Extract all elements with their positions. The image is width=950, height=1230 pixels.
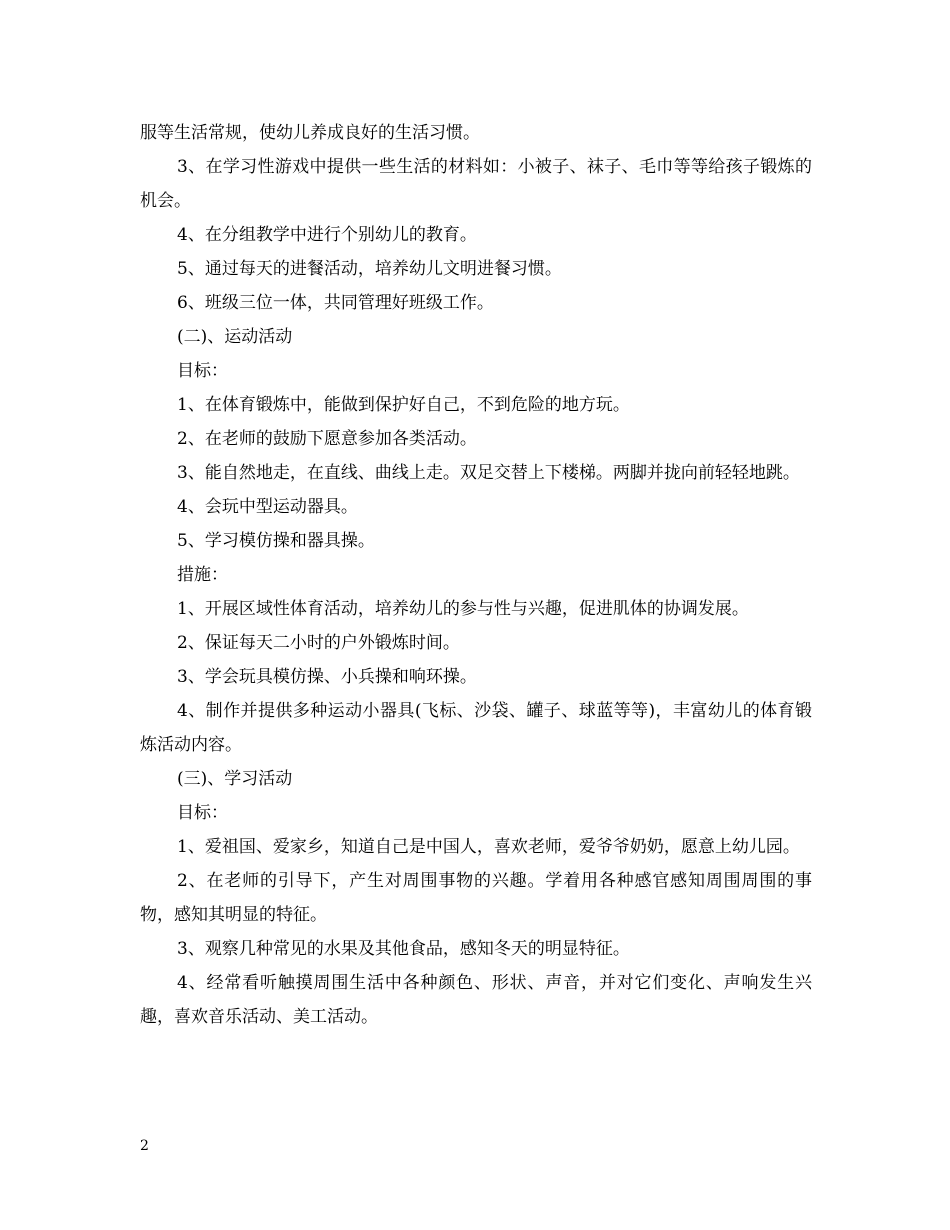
section-heading: (三)、学习活动	[177, 769, 293, 789]
subheading: 目标：	[177, 803, 228, 823]
paragraph: 2、在老师的鼓励下愿意参加各类活动。	[177, 429, 477, 449]
paragraph: 2、在老师的引导下，产生对周围事物的兴趣。学着用各种感官感知周围周围的事物，感知其明显的特征。	[140, 871, 812, 925]
paragraph: 1、在体育锻炼中，能做到保护好自己，不到危险的地方玩。	[177, 395, 630, 415]
section-heading: (二)、运动活动	[177, 327, 293, 347]
page-number: 2	[140, 1138, 149, 1154]
paragraph: 1、爱祖国、爱家乡，知道自己是中国人，喜欢老师，爱爷爷奶奶，愿意上幼儿园。	[177, 837, 800, 857]
paragraph: 2、保证每天二小时的户外锻炼时间。	[177, 633, 460, 653]
document-body	[140, 116, 812, 1034]
paragraph: 4、制作并提供多种运动小器具(飞标、沙袋、罐子、球蓝等等)，丰富幼儿的体育锻炼活动内容。	[140, 701, 812, 755]
paragraph: 3、学会玩具模仿操、小兵操和响环操。	[177, 667, 477, 687]
paragraph: 4、经常看听触摸周围生活中各种颜色、形状、声音，并对它们变化、声响发生兴趣，喜欢音乐活动、美工活动。	[140, 973, 812, 1027]
paragraph: 5、学习模仿操和器具操。	[177, 531, 375, 551]
subheading: 措施：	[177, 565, 228, 585]
paragraph: 3、能自然地走，在直线、曲线上走。双足交替上下楼梯。两脚并拢向前轻轻地跳。	[177, 463, 800, 483]
paragraph: 3、在学习性游戏中提供一些生活的材料如：小被子、袜子、毛巾等等给孩子锻炼的机会。	[140, 157, 812, 211]
paragraph: 1、开展区域性体育活动，培养幼儿的参与性与兴趣，促进肌体的协调发展。	[177, 599, 749, 619]
paragraph: 服等生活常规，使幼儿养成良好的生活习惯。	[140, 123, 480, 143]
paragraph: 4、在分组教学中进行个别幼儿的教育。	[177, 225, 477, 245]
subheading: 目标：	[177, 361, 228, 381]
paragraph: 6、班级三位一体，共同管理好班级工作。	[177, 293, 494, 313]
paragraph: 3、观察几种常见的水果及其他食品，感知冬天的明显特征。	[177, 939, 630, 959]
paragraph: 4、会玩中型运动器具。	[177, 497, 358, 517]
paragraph: 5、通过每天的进餐活动，培养幼儿文明进餐习惯。	[177, 259, 562, 279]
